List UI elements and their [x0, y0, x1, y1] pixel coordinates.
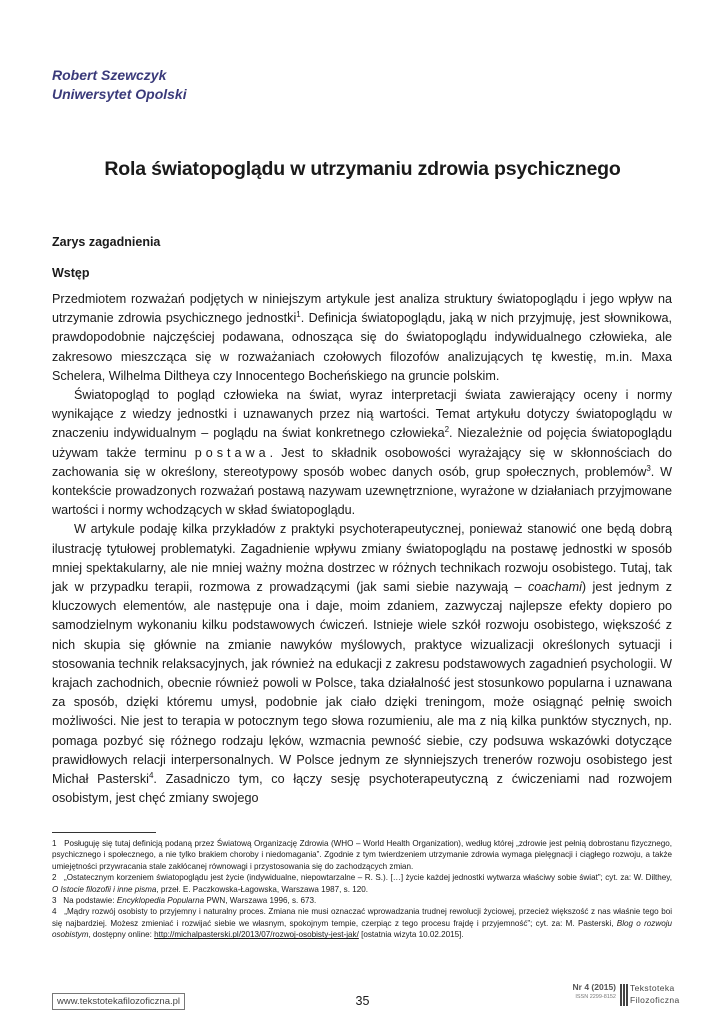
footnote-ref-2[interactable]: 2 — [444, 425, 450, 435]
italic-term: coachami — [527, 580, 582, 595]
footnotes — [52, 838, 672, 941]
paragraph-3: W artykule podaję kilka przykładów z praktyki psychoterapeutycznej, ponieważ stanowić one będą dobrą ilustrację tytułowej problematyki. Zagadnienie wpływu zmiany światopoglądu na postawę jednostki w sposób mniej spektakularny, ale nie mniej ważny można dostrzec w różnych technikach rozwoju osobistego. Tutaj, tak jak w przypadku terapii, rozmowa z prowadzącymi (jak sami siebie nazywają – coachami) jest jednym z kluczowych elementów, ale następuje ona i daje, moim zdaniem, zazwyczaj najlepsze efekty dopiero po samodzielnym wykonaniu kilku podstawowych ćwiczeń. Istnieje wiele szkół rozwoju osobistego, większość z nich skupia się głównie na zmianie nawyków myślowych, praktyce wizualizacji określonych sytuacji i stosowania technik relaksacyjnych, jak również na edukacji z zakresu podstawowych zagadnień psychologii. W krajach zachodnich, obecnie również powoli w Polsce, taka działalność jest stosunkowo popularna i uznawana za sposób, dzięki któremu umysł, podobnie jak ciało dzięki treningom, może osiągnąć pełnię swoich możliwości. Nie jest to terapia w potocznym tego słowa rozumieniu, ale ma z nią kilka punktów stycznych, np. pomaga pozbyć się różnego rodzaju lęków, wzmacnia pewność siebie, czy podsuwa wskazówki dotyczące prawidłowych relacji interpersonalnych. W Polsce jednym ze słynniejszych trenerów rozwoju osobistego jest Michał Pasterski$^4$. Zasadniczo tym, co łączy sesję psychoterapeutyczną z ćwiczeniami nad rozwojem osobistym, jest chęć zmiany swojego — [52, 522, 672, 806]
website-link[interactable]: www.tekstotekafilozoficzna.pl — [52, 993, 185, 1010]
author-name: Robert Szewczyk — [52, 67, 167, 83]
article-title: Rola światopoglądu w utrzymaniu zdrowia psychicznego — [104, 158, 621, 180]
logo-line-1: Tekstoteka — [630, 983, 675, 993]
footnote-ref-1[interactable]: 1 — [296, 310, 301, 320]
footnote-ref-3[interactable]: 3 — [646, 463, 651, 473]
journal-logo — [620, 982, 680, 1008]
paragraph-1: Przedmiotem rozważań podjętych w niniejszym artykule jest analiza struktury światopoglądu i jego wpływ na utrzymanie zdrowia psychicznego jednostki$^1$. Definicja światopoglądu, jaką w nich przyjmuję, jest słownikowa, prawdopodobnie najczęściej podawana, odnosząca się do światopoglądu indywidualnego człowieka, ale zakresowo mieszcząca się w rozważaniach czołowych filozofów analizujących tę kwestię, m.in. Maxa Schelera, Wilhelma Diltheya czy Innocentego Bocheńskiego na gruncie polskim. — [52, 292, 673, 383]
author-block — [52, 66, 187, 104]
footnote-2: 2 „Ostatecznym korzeniem światopoglądu jest życie (indywidualne, niepowtarzalne – R. S.). […] życie każdej jednostki wytwarza właściwy sobie świat”; cyt. za: W. Dilthey, O Istocie filozofii i inne pisma, przeł. E. Paczkowska-Łagowska, Warszawa 1987, s. 120. — [52, 873, 672, 894]
footnote-divider — [52, 832, 156, 833]
footnote-4: 4 „Mądry rozwój osobisty to przyjemny i naturalny proces. Zmiana nie musi oznaczać wprowadzania trudnej rewolucji życiowej, przecież większość z nas właśnie tego boi się najbardziej. Możesz zmieniać i rozwijać siebie we własnym, spokojnym tempie, czerpiąc z tego procesu frajdę i przyjemność”; cyt. za: M. Pasterski, Blog o rozwoju osobistym, dostępny online: http://michalpasterski.pl/2013/07/rozwoj-osobisty-jest-jak/ [ostatnia wizyta 10.02.2015]. — [52, 907, 672, 940]
logo-line-2: Filozoficzna — [630, 995, 680, 1005]
footnote-3: 3 Na podstawie: Encyklopedia Popularna PWN, Warszawa 1996, s. 673. — [52, 896, 317, 906]
page-number: 35 — [355, 994, 370, 1008]
footnote-ref-4[interactable]: 4 — [148, 770, 154, 780]
subsection-heading: Wstęp — [52, 266, 90, 280]
issue-info — [564, 982, 616, 1002]
issn: ISSN 2299-8152 — [575, 994, 616, 1000]
author-affiliation: Uniwersytet Opolski — [52, 86, 187, 102]
issue-number: Nr 4 (2015) — [572, 982, 616, 992]
footnote-1: 1 Posługuję się tutaj definicją podaną przez Światową Organizację Zdrowia (WHO – World Health Organization), według której „zdrowie jest pełnią dobrostanu fizycznego, psychicznego i społecznego, a nie tylko brakiem choroby i niedomagania”. Zgodnie z tym twierdzeniem utrzymanie zdrowia wymaga pielęgnacji i ciągłego rozwoju, a także umiejętności przywracania stale zakłócanej równowagi i przystosowania się do zachodzących zmian. — [52, 839, 673, 871]
section-heading: Zarys zagadnienia — [52, 235, 161, 249]
paragraph-2: Światopogląd to pogląd człowieka na świat, wyraz interpretacji świata zawierający oceny i normy wynikające z wiedzy jednostki i uznawanych przez nią wartości. Temat artykułu dotyczy światopoglądu w znaczeniu indywidualnym – poglądu na świat konkretnego człowieka$^2$. Niezależnie od pojęcia światopoglądu używam także terminu postawa. Jest to składnik osobowości wyrażający się w skłonnościach do zachowania się w określony, stereotypowy sposób wobec danych osób, grup społecznych, problemów$^3$. W kontekście prowadzonych rozważań postawą nazywam uzewnętrznione, wyrażone w działaniach przyjmowane wartości i normy wchodzących w skład światopoglądu. — [52, 388, 672, 518]
article-body — [52, 290, 672, 808]
blog-link[interactable]: http://michalpasterski.pl/2013/07/rozwoj-osobisty-jest-jak/ — [154, 930, 359, 940]
logo-bars-icon — [620, 984, 628, 1006]
spaced-term: postawa — [194, 445, 270, 460]
